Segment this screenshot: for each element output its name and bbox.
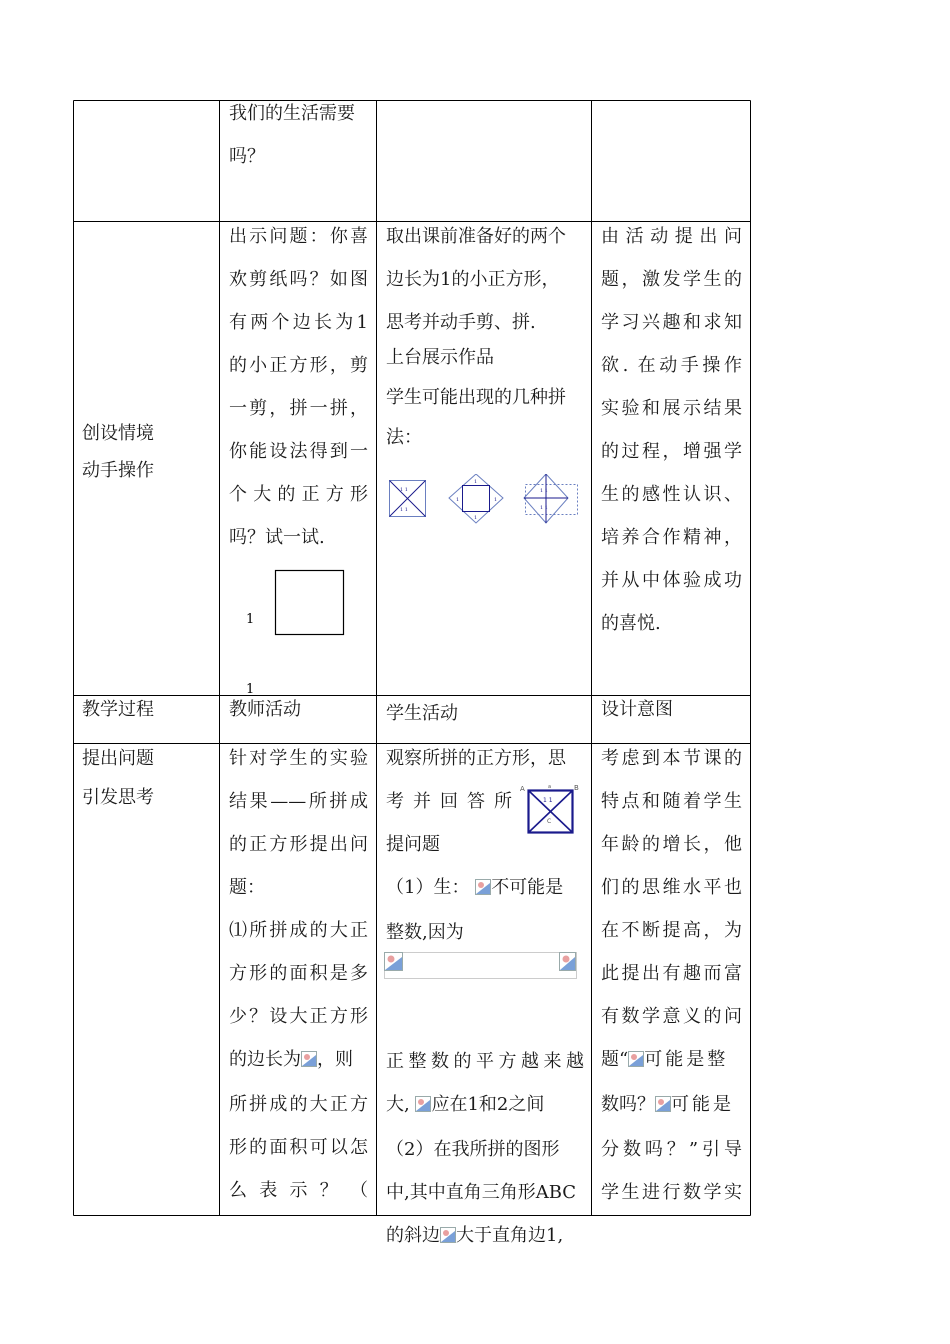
text-line: 有两个边长为1 — [229, 312, 368, 333]
header-col-intent: 设计意图 — [601, 699, 673, 720]
text-line: 学生可能出现的几种拼 — [386, 387, 566, 408]
formula-image-icon — [628, 1040, 644, 1083]
formula-image-icon — [385, 953, 403, 971]
formula-image-icon — [415, 1085, 431, 1128]
formula-image-icon — [560, 953, 576, 971]
svg-text:1 1: 1 1 — [540, 488, 548, 494]
text-line: 实验和展示结果 — [601, 398, 742, 419]
svg-text:A: A — [520, 785, 525, 793]
svg-text:1 1: 1 1 — [543, 797, 553, 804]
question-student-text: 观察所拼的正方形，思 考并回答所 提问题 （1）生： 不可能是 整数,因为 正整数的平方越来越 大, 应在1和2之间 （2）在我所拼的图形 中,其中直角三角形ABC 的斜边 大于直角边1, — [386, 737, 584, 1259]
text-line: 的小正方形，剪 — [229, 355, 368, 376]
text-line: 你能设法得到一 — [229, 441, 368, 462]
svg-text:1: 1 — [494, 497, 498, 503]
text-line: 培养合作精神， — [601, 527, 742, 548]
text-line: 欲. 在动手操作 — [601, 355, 742, 376]
text-line: 边长为1的小正方形， — [386, 269, 560, 290]
situation-teacher-text — [229, 215, 368, 559]
text-line: 由活动提出问 — [601, 226, 742, 247]
text-line: 一剪，拼一拼， — [229, 398, 368, 419]
method-1-diagram — [390, 481, 426, 517]
text-line: 学习兴趣和求知 — [601, 312, 742, 333]
text-line: 取出课前准备好的两个 — [386, 226, 566, 247]
svg-text:B: B — [574, 784, 579, 792]
formula-image-icon — [440, 1216, 456, 1259]
header-col-process: 教学过程 — [82, 699, 154, 720]
svg-text:1 1: 1 1 — [400, 507, 408, 513]
svg-text:C: C — [547, 818, 552, 825]
question-teacher-text: 针对学生的实验 结果——所拼成 的正方形提出问 题： ⑴所拼成的大正 方形的面积是多 少？设大正方形 的边长为 ，则 所拼成的大正方 形的面积可以怎 么表示？（ — [229, 748, 368, 1201]
situation-intent-text — [601, 215, 742, 645]
svg-text:1: 1 — [474, 479, 478, 485]
text-line: 个大的正方形 — [229, 484, 368, 505]
header-col-student: 学生活动 — [386, 703, 458, 724]
text-line: 吗？试一试. — [229, 527, 325, 548]
formula-image-bar — [384, 951, 579, 981]
text-line: 题，激发学生的 — [601, 269, 742, 290]
text-line: 出示问题：你喜 — [229, 226, 368, 247]
svg-text:a: a — [548, 784, 552, 790]
text-line: 欢剪纸吗？如图 — [229, 269, 368, 290]
svg-text:1: 1 — [456, 497, 460, 503]
square-side-label-bottom: 1 — [246, 682, 255, 697]
header-col-teacher: 教师活动 — [229, 699, 301, 720]
continuation-teacher-text: 我们的生活需要吗？ — [229, 103, 355, 167]
unit-square-figure — [240, 560, 360, 700]
question-intent-text: 考虑到本节课的 特点和随着学生 年龄的增长，他 们的思维水平也 在不断提高，为 此提出有趣而富 有数学意义的问 题“ 可能是整 数吗？ 可能是 分数吗？”引导 学生进行数学实 — [601, 748, 742, 1203]
formula-image-icon — [301, 1040, 317, 1083]
square-side-label-left: 1 — [246, 612, 255, 627]
formula-image-icon — [475, 868, 491, 911]
triangle-abc-figure — [517, 780, 581, 836]
splicing-methods-figure — [386, 474, 586, 524]
text-line: 生的感性认识、 — [601, 484, 742, 505]
situation-phase: 创设情境 动手操作 — [82, 423, 154, 481]
svg-text:1: 1 — [474, 515, 478, 521]
method-3-diagram — [524, 474, 578, 523]
question-phase: 提出问题 引发思考 — [82, 748, 154, 808]
situation-student-text — [386, 215, 584, 458]
method-2-diagram — [449, 474, 503, 523]
text-line: 思考并动手剪、拼. — [386, 312, 536, 333]
text-line: 的喜悦. — [601, 613, 661, 634]
text-line: 法： — [386, 427, 422, 448]
svg-text:1 1: 1 1 — [400, 487, 408, 493]
svg-text:1 1: 1 1 — [540, 505, 548, 511]
text-line: 的过程，增强学 — [601, 441, 742, 462]
formula-image-icon — [655, 1085, 671, 1128]
text-line: 并从中体验成功 — [601, 570, 742, 591]
text-line: 上台展示作品 — [386, 347, 494, 368]
